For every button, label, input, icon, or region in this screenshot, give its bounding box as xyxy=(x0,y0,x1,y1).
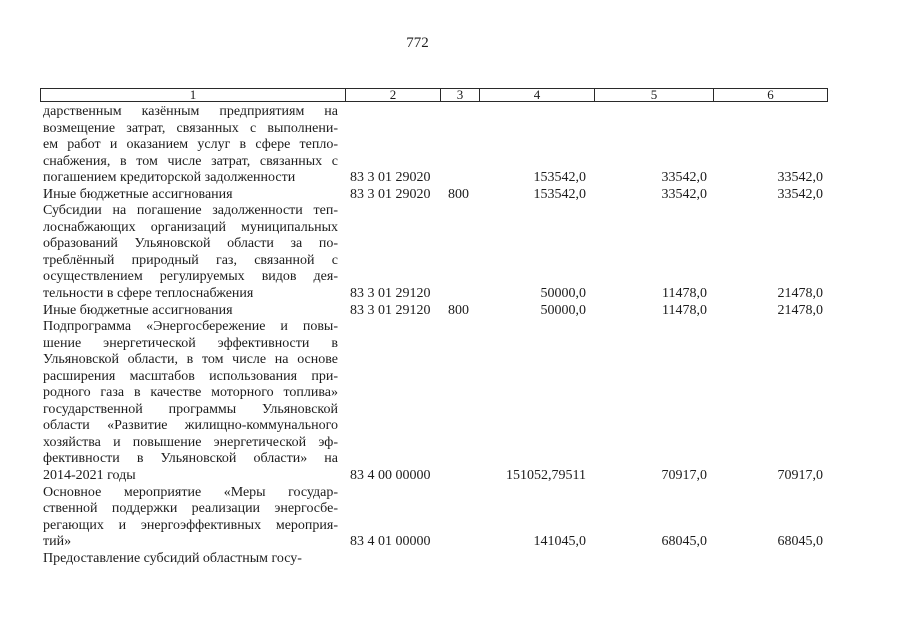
description-line: тий» xyxy=(43,534,72,550)
budget-table-body xyxy=(0,104,905,567)
description-line: образований Ульяновской области за по- xyxy=(43,236,338,252)
description-line: расширения масштабов использования при- xyxy=(43,368,338,384)
description-line: погашением кредиторской задолженности xyxy=(43,170,296,186)
amount-col-5: 33542,0 xyxy=(661,186,707,202)
description-line: тельности в сфере теплоснабжения xyxy=(43,286,254,302)
description-line: хозяйства и повышение энергетической эф- xyxy=(43,434,338,450)
description-line: родного газа в качестве моторного топлива» xyxy=(43,385,338,401)
code-cell: 83 4 01 00000 xyxy=(350,534,431,550)
table-row xyxy=(0,551,905,568)
header-col-2: 2 xyxy=(346,89,441,101)
description-line: ственной поддержки реализации энергосбе- xyxy=(43,501,338,517)
amount-col-6: 33542,0 xyxy=(777,186,823,202)
description-line: Подпрограмма «Энергосбережение и повы- xyxy=(43,319,338,335)
amount-col-6: 21478,0 xyxy=(777,302,823,318)
description-line: дарственным казённым предприятиям на xyxy=(43,104,338,119)
amount-col-6: 33542,0 xyxy=(777,170,823,186)
amount-col-5: 33542,0 xyxy=(661,170,707,186)
description-line: треблённый природный газ, связанной с xyxy=(43,252,338,268)
amount-col-4: 141045,0 xyxy=(533,534,586,550)
table-row xyxy=(0,319,905,484)
code-cell: 83 3 01 29120 xyxy=(350,286,431,302)
amount-col-5: 11478,0 xyxy=(662,286,707,302)
description-line: государственной программы Ульяновской xyxy=(43,401,338,417)
description-line: Субсидии на погашение задолженности теп- xyxy=(43,203,338,219)
page-number: 772 xyxy=(406,35,429,51)
amount-col-5: 11478,0 xyxy=(662,302,707,318)
description-line: 2014-2021 годы xyxy=(43,468,136,484)
description-line: шение энергетической эффективности в xyxy=(43,335,338,351)
description-line: осуществлением регулируемых видов дея- xyxy=(43,269,338,285)
header-col-6: 6 xyxy=(767,87,774,102)
table-row xyxy=(0,203,905,302)
code-cell: 83 3 01 29120 xyxy=(350,302,431,318)
amount-col-4: 151052,79511 xyxy=(506,468,586,484)
code-cell: 83 3 01 29020 xyxy=(350,170,431,186)
header-col-5: 5 xyxy=(595,89,714,101)
type-cell: 800 xyxy=(448,186,469,202)
description-line: снабжения, в том числе затрат, связанных с xyxy=(43,153,338,169)
table-row xyxy=(0,303,905,320)
amount-col-6: 70917,0 xyxy=(777,468,823,484)
code-cell: 83 4 00 00000 xyxy=(350,468,431,484)
description-line: фективности в Ульяновской области» на xyxy=(43,451,338,467)
amount-col-4: 153542,0 xyxy=(533,170,586,186)
header-col-3: 3 xyxy=(441,89,480,101)
code-cell: 83 3 01 29020 xyxy=(350,186,431,202)
amount-col-5: 70917,0 xyxy=(661,468,707,484)
table-row xyxy=(0,104,905,187)
description-line: Предоставление субсидий областным госу- xyxy=(43,550,302,566)
row-description xyxy=(43,319,338,484)
amount-col-6: 21478,0 xyxy=(777,286,823,302)
description-line: Иные бюджетные ассигнования xyxy=(43,302,233,318)
amount-col-5: 68045,0 xyxy=(661,534,707,550)
header-col-1: 1 xyxy=(41,89,346,101)
amount-col-4: 153542,0 xyxy=(533,186,586,202)
description-line: области «Развитие жилищно-коммунального xyxy=(43,418,338,434)
row-description xyxy=(43,551,338,568)
description-line: лоснабжающих организаций муниципальных xyxy=(43,219,338,235)
amount-col-4: 50000,0 xyxy=(540,286,586,302)
description-line: Основное мероприятие «Меры государ- xyxy=(43,484,338,500)
description-line: регающих и энергоэффективных мероприя- xyxy=(43,517,338,533)
description-line: ем работ и оказанием услуг в сфере тепло- xyxy=(43,137,338,153)
header-col-4: 4 xyxy=(480,89,595,101)
table-header xyxy=(40,88,828,102)
amount-col-6: 68045,0 xyxy=(777,534,823,550)
type-cell: 800 xyxy=(448,302,469,318)
description-line: возмещение затрат, связанных с выполнени- xyxy=(43,120,338,136)
table-row xyxy=(0,187,905,204)
description-line: Ульяновской области, в том числе на основе xyxy=(43,352,338,368)
table-row xyxy=(0,485,905,551)
amount-col-4: 50000,0 xyxy=(540,302,586,318)
description-line: Иные бюджетные ассигнования xyxy=(43,186,233,202)
